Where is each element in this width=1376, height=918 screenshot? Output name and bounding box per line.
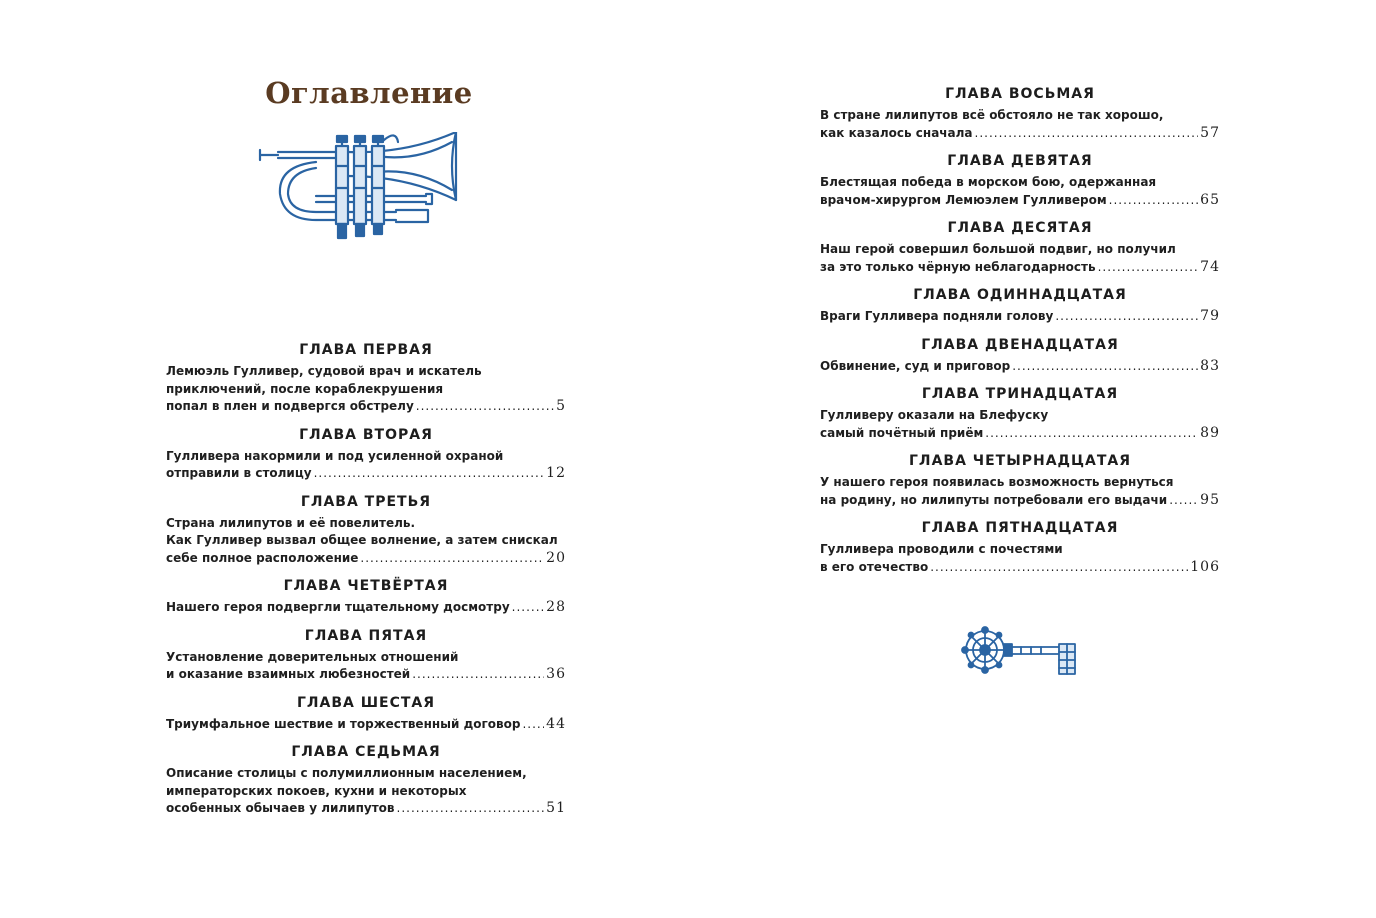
chapter-heading: ГЛАВА ТРИНАДЦАТАЯ: [921, 386, 1119, 402]
chapter-description-line: приключений, после кораблекрушения: [166, 381, 444, 396]
chapter-description-line: Лемюэль Гулливер, судовой врач и искатель: [166, 364, 482, 378]
chapter-last-line: [166, 716, 566, 734]
dot-leader: [360, 550, 544, 568]
dot-leader: [985, 425, 1198, 443]
key-illustration: [822, 624, 1220, 684]
chapter-last-line: [166, 599, 566, 617]
chapter-last-line: [166, 398, 566, 416]
chapter-last-line: [820, 259, 1220, 277]
chapter-description-line: себе полное расположение: [166, 550, 359, 565]
chapter-last-line: [820, 125, 1220, 143]
chapter-last-line: [166, 465, 566, 483]
chapter-description-line: и оказание взаимных любезностей: [166, 667, 411, 681]
page-number: 95: [1200, 491, 1220, 508]
page-number: 51: [546, 800, 566, 816]
toc-chapter-entry: [820, 520, 1220, 576]
chapter-description-line: Триумфальное шествие и торжественный договор: [166, 716, 521, 731]
dot-leader: [512, 599, 545, 617]
toc-list-left: [166, 342, 566, 818]
chapter-heading: ГЛАВА ОДИННАДЦАТАЯ: [913, 287, 1127, 303]
chapter-heading: ГЛАВА ТРЕТЬЯ: [300, 493, 432, 510]
chapter-description-line: В стране лилипутов всё обстояло не так хорошо,: [820, 108, 1164, 122]
toc-chapter-entry: [166, 695, 566, 734]
chapter-description-line: самый почётный приём: [820, 425, 984, 440]
dot-leader: [1109, 192, 1199, 210]
toc-chapter-entry: [820, 287, 1220, 326]
page-number: 89: [1200, 424, 1220, 441]
chapter-description-line: на родину, но лилипуты потребовали его выдачи: [820, 492, 1168, 507]
chapter-heading: ГЛАВА ЧЕТВЁРТАЯ: [283, 578, 449, 594]
chapter-heading: ГЛАВА ДЕСЯТАЯ: [947, 220, 1093, 236]
key-icon: [961, 624, 1081, 680]
toc-chapter-entry: [820, 386, 1220, 442]
chapter-description-line: врачом-хирургом Лемюэлем Гулливером: [820, 192, 1107, 207]
chapter-heading: ГЛАВА ВТОРАЯ: [299, 426, 433, 443]
chapter-description-line: Описание столицы с полумиллионным населением,: [166, 766, 527, 780]
chapter-description-line: Установление доверительных отношений: [166, 649, 459, 664]
page-number: 83: [1200, 357, 1220, 374]
chapter-description-line: Враги Гулливера подняли голову: [820, 309, 1054, 323]
toc-chapter-entry: [166, 427, 566, 483]
chapter-description-line: попал в плен и подвергся обстрелу: [166, 399, 414, 413]
dot-leader: [522, 716, 544, 734]
page-number: 12: [546, 465, 566, 481]
chapter-description-line: Наш герой совершил большой подвиг, но получил: [820, 242, 1176, 256]
toc-chapter-entry: [166, 494, 566, 568]
chapter-heading: ГЛАВА ПЯТАЯ: [304, 627, 428, 644]
toc-chapter-entry: [820, 337, 1220, 376]
toc-list-right: [820, 86, 1220, 576]
page-number: 36: [546, 666, 566, 682]
page-number: 79: [1200, 308, 1220, 324]
chapter-description-line: Гулливера проводили с почестями: [820, 542, 1063, 556]
chapter-description-line: императорских покоев, кухни и некоторых: [166, 783, 467, 798]
page-number: 20: [546, 549, 566, 566]
trumpet-illustration: [156, 132, 566, 282]
toc-chapter-entry: [166, 342, 566, 416]
right-page: [820, 86, 1220, 684]
chapter-last-line: [820, 358, 1220, 376]
chapter-heading: ГЛАВА ПЕРВАЯ: [299, 342, 433, 358]
chapter-description-line: Гулливера накормили и под усиленной охраной: [166, 448, 504, 463]
chapter-description-line: У нашего героя появилась возможность вернуться: [820, 475, 1174, 489]
chapter-last-line: [820, 559, 1220, 577]
chapter-heading: ГЛАВА ДЕВЯТАЯ: [947, 153, 1093, 169]
dot-leader: [416, 398, 554, 416]
chapter-description-line: отправили в столицу: [166, 466, 312, 480]
page-title: Оглавление: [265, 76, 473, 110]
chapter-heading: ГЛАВА ВОСЬМАЯ: [945, 86, 1095, 102]
dot-leader: [397, 800, 545, 818]
chapter-description-line: как казалось сначала: [820, 125, 973, 140]
page-number: 74: [1200, 258, 1220, 275]
dot-leader: [1169, 492, 1198, 510]
chapter-last-line: [820, 308, 1220, 326]
toc-chapter-entry: [166, 578, 566, 617]
chapter-description-line: особенных обычаев у лилипутов: [166, 801, 395, 815]
page-number: 5: [556, 398, 566, 414]
trumpet-icon: [256, 132, 466, 244]
left-page: [166, 76, 566, 829]
toc-chapter-entry: [166, 744, 566, 818]
page-number: 28: [546, 599, 566, 615]
page-number: 44: [546, 715, 566, 732]
chapter-description-line: Нашего героя подвергли тщательному досмотру: [166, 600, 510, 614]
toc-chapter-entry: [820, 153, 1220, 209]
chapter-heading: ГЛАВА ДВЕНАДЦАТАЯ: [921, 336, 1119, 353]
chapter-heading: ГЛАВА СЕДЬМАЯ: [291, 744, 441, 760]
dot-leader: [975, 125, 1199, 143]
toc-chapter-entry: [820, 86, 1220, 142]
chapter-description-line: Как Гулливер вызвал общее волнение, а затем снискал: [166, 533, 558, 547]
chapter-last-line: [166, 550, 566, 568]
dot-leader: [930, 559, 1188, 577]
chapter-description-line: Страна лилипутов и её повелитель.: [166, 515, 416, 530]
chapter-last-line: [820, 492, 1220, 510]
dot-leader: [1012, 358, 1198, 376]
page-number: 106: [1190, 558, 1220, 575]
chapter-last-line: [820, 192, 1220, 210]
chapter-heading: ГЛАВА ЧЕТЫРНАДЦАТАЯ: [909, 453, 1131, 469]
chapter-last-line: [166, 666, 566, 684]
dot-leader: [412, 666, 544, 684]
chapter-last-line: [166, 800, 566, 818]
toc-chapter-entry: [820, 453, 1220, 509]
chapter-description-line: Обвинение, суд и приговор: [820, 358, 1011, 373]
chapter-heading: ГЛАВА ПЯТНАДЦАТАЯ: [921, 520, 1119, 536]
dot-leader: [1098, 259, 1199, 277]
chapter-description-line: в его отечество: [820, 559, 929, 574]
dot-leader: [1055, 308, 1198, 326]
chapter-description-line: Блестящая победа в морском бою, одержанная: [820, 175, 1157, 189]
page-number: 57: [1200, 124, 1220, 141]
page-number: 65: [1200, 191, 1220, 208]
toc-chapter-entry: [166, 628, 566, 684]
dot-leader: [314, 465, 545, 483]
toc-chapter-entry: [820, 220, 1220, 276]
chapter-last-line: [820, 425, 1220, 443]
chapter-description-line: Гулливеру оказали на Блефуску: [820, 408, 1049, 422]
chapter-heading: ГЛАВА ШЕСТАЯ: [296, 694, 436, 711]
chapter-description-line: за это только чёрную неблагодарность: [820, 259, 1096, 274]
